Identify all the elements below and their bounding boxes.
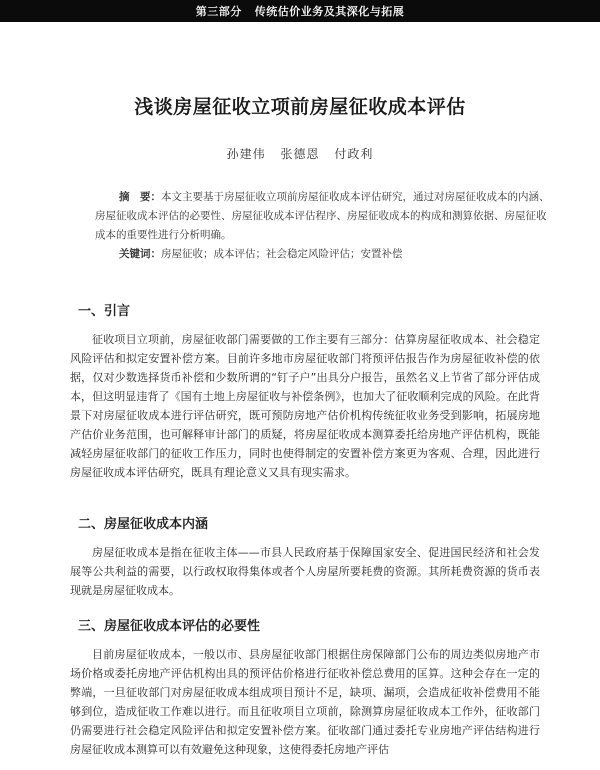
abstract-paragraph [95,188,550,245]
keywords-label: 关键词： [119,248,161,260]
abstract-label: 摘 要： [119,191,161,203]
body-paragraph: 征收项目立项前，房屋征收部门需要做的工作主要有三部分：估算房屋征收成本、社会稳定风险评估和拟定安置补偿方案。目前许多地市房屋征收部门将预评估报告作为房屋征收补偿的依据，仅对少数选择货币补偿和少数所谓的“钉子户”出具分户报告，虽然名义上节省了部分评估成本，但这明显违背了《国有土地上房屋征收与补偿条例》，也加大了征收顺利完成的风险。在此背景下对房屋征收成本进行评估研究，既可预防房地产估价机构传统征收业务受到影响，拓展房地产估价业务范围，也可解释审计部门的质疑，将房屋征收成本测算委托给房地产评估机构，既能减轻房屋征收部门的征收工作压力，同时也使得制定的安置补偿方案更为客观、合理，因此进行房屋征收成本评估研究，既具有理论意义又具有现实需求。 [70,333,540,479]
article-title: 浅谈房屋征收立项前房屋征收成本评估 [134,96,466,118]
body-paragraph: 房屋征收成本是指在征收主体——市县人民政府基于保障国家安全、促进国民经济和社会发展等公共利益的需要，以行政权取得集体或者个人房屋所要耗费的资源。其所耗费资源的货币表现就是房屋征收成本。 [70,546,540,597]
abstract-block [95,188,550,264]
keywords-line [95,245,550,264]
keywords-text: 房屋征收；成本评估；社会稳定风险评估；安置补偿 [161,248,403,260]
author-list [0,145,600,162]
author-name: 孙建伟 [226,147,266,161]
section-heading-cost-definition: 二、房屋征收成本内涵 [78,517,209,532]
body-paragraph: 目前房屋征收成本，一般以市、县房屋征收部门根据住房保障部门公布的周边类似房地产市场价格或委托房地产评估机构出具的预评估价格进行征收补偿总费用的匡算。这种会存在一定的弊端，一旦征收部门对房屋征收成本组成项目预计不足，缺项、漏项，会造成征收补偿费用不能够到位，造成征收工作难以进行。而且征收项目立项前，除测算房屋征收成本工作外，征收部门仍需要进行社会稳定风险评估和拟定安置补偿方案。征收部门通过委托专业房地产评估结构进行房屋征收成本测算可以有效避免这种现象，这使得委托房地产评估 [70,648,540,756]
section-heading-necessity: 三、房屋征收成本评估的必要性 [78,619,261,634]
section-body-necessity [70,645,540,759]
running-header-text: 第三部分 传统估价业务及其深化与拓展 [195,5,405,18]
section-body-introduction [70,330,540,482]
abstract-text: 本文主要基于房屋征收立项前房屋征收成本评估研究，通过对房屋征收成本的内涵、房屋征收成本评估的必要性、房屋征收成本评估程序、房屋征收成本的构成和测算依据、房屋征收成本的重要性进行分析明确。 [95,191,550,241]
section-heading-introduction: 一、引言 [78,304,131,319]
author-name: 付政利 [334,147,374,161]
section-body-cost-definition [70,543,540,600]
author-name: 张德恩 [280,147,320,161]
running-header-bar [0,0,600,22]
